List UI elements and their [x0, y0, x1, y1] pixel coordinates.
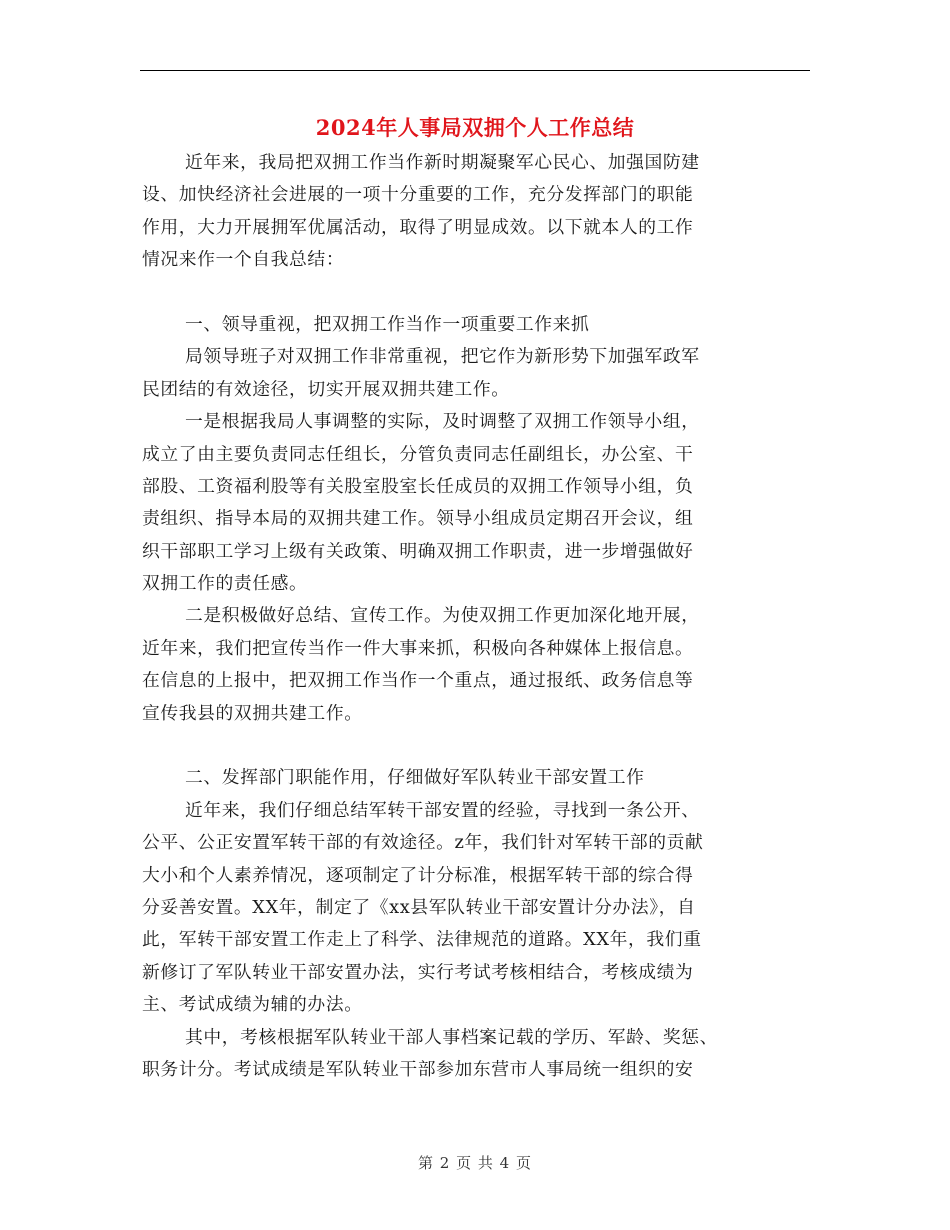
text-line: 分妥善安置。XX年，制定了《xx县军队转业干部安置计分办法》，自 [142, 896, 696, 918]
text-line: 责组织、指导本局的双拥共建工作。领导小组成员定期召开会议，组 [142, 508, 694, 530]
text-line: 宣传我县的双拥共建工作。 [142, 702, 363, 724]
blank-line [142, 277, 800, 309]
text-line: 近年来，我局把双拥工作当作新时期凝聚军心民心、加强国防建 [185, 152, 700, 173]
text-line: 局领导班子对双拥工作非常重视，把它作为新形势下加强军政军 [185, 346, 700, 368]
text-line: 二、发挥部门职能作用，仔细做好军队转业干部安置工作 [185, 767, 645, 789]
header-rule [140, 70, 810, 71]
text-line: 此，军转干部安置工作走上了科学、法律规范的道路。XX年，我们重 [142, 929, 702, 951]
text-line: 一是根据我局人事调整的实际，及时调整了双拥工作领导小组， [185, 411, 700, 433]
text-line: 近年来，我们仔细总结军转干部安置的经验，寻找到一条公开、 [185, 799, 700, 821]
text-line: 二是积极做好总结、宣传工作。为使双拥工作更加深化地开展， [185, 605, 700, 627]
text-line: 大小和个人素养情况，逐项制定了计分标准，根据军转干部的综合得 [142, 864, 694, 886]
text-line: 双拥工作的责任感。 [142, 573, 308, 595]
text-line: 在信息的上报中，把双拥工作当作一个重点，通过报纸、政务信息等 [142, 670, 694, 692]
text-line: 成立了由主要负责同志任组长，分管负责同志任副组长，办公室、干 [142, 443, 694, 465]
text-line: 民团结的有效途径，切实开展双拥共建工作。 [142, 378, 510, 400]
text-line: 新修订了军队转业干部安置办法，实行考试考核相结合，考核成绩为 [142, 961, 694, 983]
text-line: 织干部职工学习上级有关政策、明确双拥工作职责，进一步增强做好 [142, 540, 694, 562]
page-number: 第 2 页 共 4 页 [418, 1154, 532, 1172]
text-line: 近年来，我们把宣传当作一件大事来抓，积极向各种媒体上报信息。 [142, 637, 694, 659]
text-line: 公平、公正安置军转干部的有效途径。z年，我们针对军转干部的贡献 [142, 832, 704, 854]
document-body [142, 147, 800, 1086]
text-line: 一、领导重视，把双拥工作当作一项重要工作来抓 [185, 313, 590, 335]
text-line: 作用，大力开展拥军优属活动，取得了明显成效。以下就本人的工作 [142, 216, 694, 238]
text-line: 主、考试成绩为辅的办法。 [142, 994, 363, 1016]
text-line: 职务计分。考试成绩是军队转业干部参加东营市人事局统一组织的安 [142, 1058, 694, 1080]
text-line: 情况来作一个自我总结： [142, 249, 345, 271]
text-line: 其中，考核根据军队转业干部人事档案记载的学历、军龄、奖惩、 [185, 1026, 719, 1048]
text-line: 部股、工资福利股等有关股室股室长任成员的双拥工作领导小组，负 [142, 475, 694, 497]
text-line: 设、加快经济社会进展的一项十分重要的工作，充分发挥部门的职能 [142, 184, 694, 206]
blank-line [142, 730, 800, 762]
document-title: 2024年人事局双拥个人工作总结 [315, 115, 635, 140]
